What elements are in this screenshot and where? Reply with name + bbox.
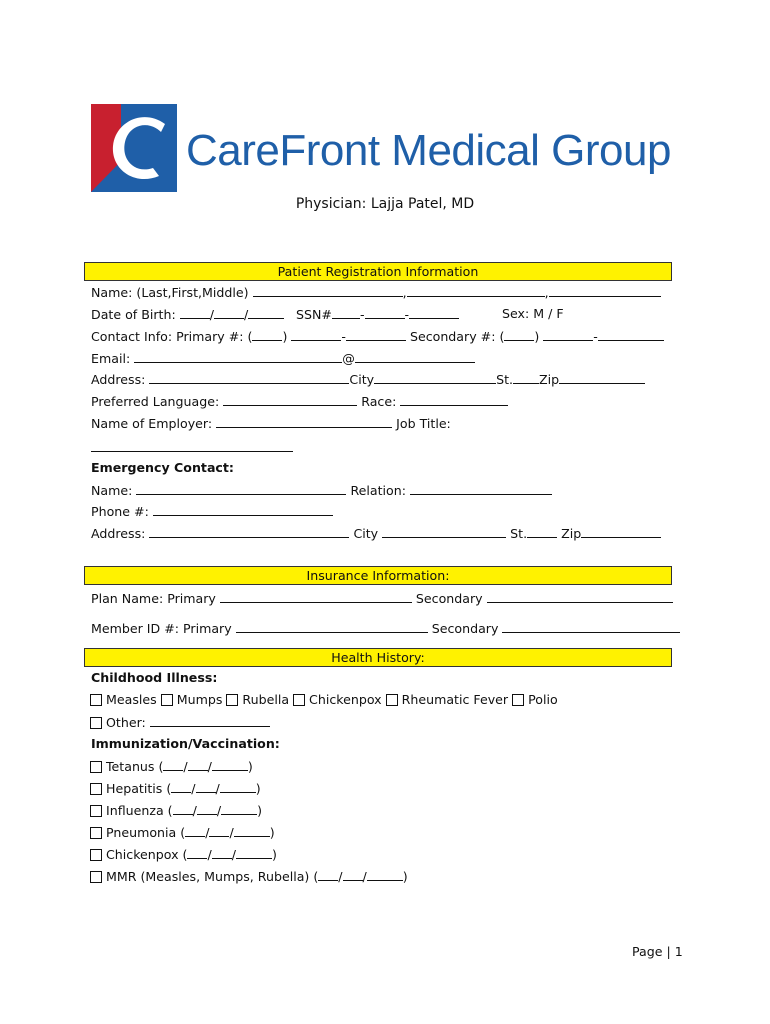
logo-mark-icon: [91, 104, 177, 192]
date-day-field[interactable]: [212, 846, 232, 859]
emergency-phone-field[interactable]: [153, 503, 333, 516]
checkbox-icon[interactable]: [226, 694, 238, 706]
vaccine-item-tetanus[interactable]: Tetanus ( / / ): [90, 758, 253, 775]
emergency-address-field[interactable]: [149, 525, 349, 538]
name-row: Name: (Last,First,Middle) , ,: [91, 284, 661, 301]
logo: [91, 104, 177, 192]
date-month-field[interactable]: [187, 846, 207, 859]
race-field[interactable]: [400, 393, 508, 406]
primary-number-field[interactable]: [346, 328, 406, 341]
illness-checklist: [90, 692, 558, 708]
email-label: Email:: [91, 351, 131, 366]
ssn-part2-field[interactable]: [365, 306, 405, 319]
checkbox-icon[interactable]: [293, 694, 305, 706]
city-label: City: [349, 372, 375, 387]
emergency-address-label: Address:: [91, 526, 146, 541]
checkbox-icon[interactable]: [90, 717, 102, 729]
page-number: Page | 1: [632, 944, 683, 959]
relation-field[interactable]: [410, 482, 552, 495]
emergency-name-row: [91, 482, 552, 499]
vaccine-item-hepatitis[interactable]: Hepatitis ( / / ): [90, 780, 261, 797]
date-year-field[interactable]: [212, 758, 248, 771]
dob-day-field[interactable]: [214, 306, 244, 319]
emergency-zip-label: Zip: [561, 526, 582, 541]
date-month-field[interactable]: [171, 780, 191, 793]
vaccine-item-influenza[interactable]: Influenza ( / / ): [90, 802, 262, 819]
dob-row: Date of Birth: / /: [91, 306, 284, 323]
illness-option-mumps[interactable]: Mumps: [161, 692, 223, 707]
job-title-label: Job Title:: [396, 416, 451, 431]
brand-name: CareFront Medical Group: [186, 126, 671, 175]
date-year-field[interactable]: [220, 780, 256, 793]
checkbox-icon[interactable]: [90, 849, 102, 861]
plan-secondary-label: Secondary: [415, 591, 483, 606]
state-label: St.: [496, 372, 514, 387]
checkbox-icon[interactable]: [386, 694, 398, 706]
state-field[interactable]: [513, 371, 539, 384]
dob-month-field[interactable]: [180, 306, 210, 319]
contact-row: Contact Info: Primary #: ( ) - Secondary #: ( ) -: [91, 328, 664, 345]
language-row: [91, 393, 508, 410]
member-id-row: [91, 620, 680, 637]
address-row: [91, 371, 645, 388]
email-row: [91, 350, 475, 367]
emergency-state-field[interactable]: [527, 525, 557, 538]
relation-label: Relation:: [350, 483, 406, 498]
insurance-section-header: Insurance Information:: [84, 566, 672, 585]
sex-field[interactable]: Sex: M / F: [502, 306, 564, 321]
illness-other-row: [90, 714, 270, 731]
ssn-part3-field[interactable]: [409, 306, 459, 319]
date-year-field[interactable]: [236, 846, 272, 859]
date-month-field[interactable]: [185, 824, 205, 837]
date-year-field[interactable]: [234, 824, 270, 837]
illness-option-rubella[interactable]: Rubella: [226, 692, 289, 707]
emergency-phone-row: [91, 503, 333, 520]
first-name-field[interactable]: [407, 284, 545, 297]
plan-primary-label: Plan Name: Primary: [91, 591, 216, 606]
plan-name-row: [91, 590, 673, 607]
employer-field[interactable]: [216, 415, 392, 428]
illness-option-polio[interactable]: Polio: [512, 692, 558, 707]
member-primary-label: Member ID #: Primary: [91, 621, 232, 636]
primary-prefix-field[interactable]: [291, 328, 341, 341]
checkbox-icon[interactable]: [90, 761, 102, 773]
date-year-field[interactable]: [367, 868, 403, 881]
checkbox-icon[interactable]: [512, 694, 524, 706]
date-day-field[interactable]: [209, 824, 229, 837]
date-day-field[interactable]: [188, 758, 208, 771]
name-label: Name: (Last,First,Middle): [91, 285, 249, 300]
address-field[interactable]: [149, 371, 349, 384]
plan-secondary-field[interactable]: [487, 590, 673, 603]
date-month-field[interactable]: [173, 802, 193, 815]
member-secondary-label: Secondary: [431, 621, 499, 636]
checkbox-icon[interactable]: [90, 871, 102, 883]
illness-option-measles[interactable]: Measles: [90, 692, 157, 707]
emergency-name-label: Name:: [91, 483, 133, 498]
emergency-zip-field[interactable]: [581, 525, 661, 538]
email-user-field[interactable]: [134, 350, 342, 363]
emergency-phone-label: Phone #:: [91, 504, 149, 519]
dob-label: Date of Birth:: [91, 307, 176, 322]
date-day-field[interactable]: [197, 802, 217, 815]
job-title-field[interactable]: [91, 451, 293, 452]
date-day-field[interactable]: [343, 868, 363, 881]
vaccine-item-mmr[interactable]: MMR (Measles, Mumps, Rubella) ( / / ): [90, 868, 408, 885]
ssn-row: SSN# - -: [296, 306, 459, 323]
zip-label: Zip: [539, 372, 560, 387]
address-label: Address:: [91, 372, 146, 387]
date-day-field[interactable]: [196, 780, 216, 793]
emergency-name-field[interactable]: [136, 482, 346, 495]
vaccine-item-chickenpox[interactable]: Chickenpox ( / / ): [90, 846, 277, 863]
vaccine-item-pneumonia[interactable]: Pneumonia ( / / ): [90, 824, 275, 841]
emergency-city-label: City: [353, 526, 379, 541]
history-section-header: Health History:: [84, 648, 672, 667]
member-secondary-field[interactable]: [502, 620, 680, 633]
employer-label: Name of Employer:: [91, 416, 213, 431]
primary-phone-label: Contact Info: Primary #: (: [91, 329, 253, 344]
checkbox-icon[interactable]: [90, 783, 102, 795]
checkbox-icon[interactable]: [90, 805, 102, 817]
emergency-address-row: [91, 525, 661, 542]
secondary-number-field[interactable]: [598, 328, 664, 341]
primary-area-code-field[interactable]: [252, 328, 282, 341]
secondary-area-code-field[interactable]: [504, 328, 534, 341]
childhood-heading: Childhood Illness:: [91, 670, 218, 685]
other-label: Other:: [106, 715, 146, 730]
zip-field[interactable]: [559, 371, 645, 384]
emergency-heading: Emergency Contact:: [91, 460, 234, 475]
employer-row: [91, 415, 451, 432]
last-name-field[interactable]: [253, 284, 403, 297]
emergency-city-field[interactable]: [382, 525, 506, 538]
email-domain-field[interactable]: [355, 350, 475, 363]
race-label: Race:: [361, 394, 397, 409]
language-label: Preferred Language:: [91, 394, 220, 409]
member-primary-field[interactable]: [236, 620, 428, 633]
immunization-heading: Immunization/Vaccination:: [91, 736, 280, 751]
plan-primary-field[interactable]: [220, 590, 412, 603]
date-month-field[interactable]: [318, 868, 338, 881]
language-field[interactable]: [223, 393, 357, 406]
checkbox-icon[interactable]: [90, 827, 102, 839]
date-month-field[interactable]: [163, 758, 183, 771]
illness-option-rheumatic-fever[interactable]: Rheumatic Fever: [386, 692, 509, 707]
secondary-phone-label: Secondary #: (: [409, 329, 505, 344]
illness-option-chickenpox[interactable]: Chickenpox: [293, 692, 382, 707]
registration-section-header: Patient Registration Information: [84, 262, 672, 281]
date-year-field[interactable]: [221, 802, 257, 815]
email-at-sign: @: [342, 351, 355, 366]
other-illness-field[interactable]: [150, 714, 270, 727]
dob-year-field[interactable]: [248, 306, 284, 319]
emergency-state-label: St.: [510, 526, 528, 541]
checkbox-icon[interactable]: [90, 694, 102, 706]
checkbox-icon[interactable]: [161, 694, 173, 706]
ssn-label: SSN#: [296, 307, 332, 322]
secondary-prefix-field[interactable]: [543, 328, 593, 341]
middle-name-field[interactable]: [549, 284, 661, 297]
physician-line: Physician: Lajja Patel, MD: [295, 196, 475, 212]
ssn-part1-field[interactable]: [332, 306, 360, 319]
city-field[interactable]: [374, 371, 496, 384]
